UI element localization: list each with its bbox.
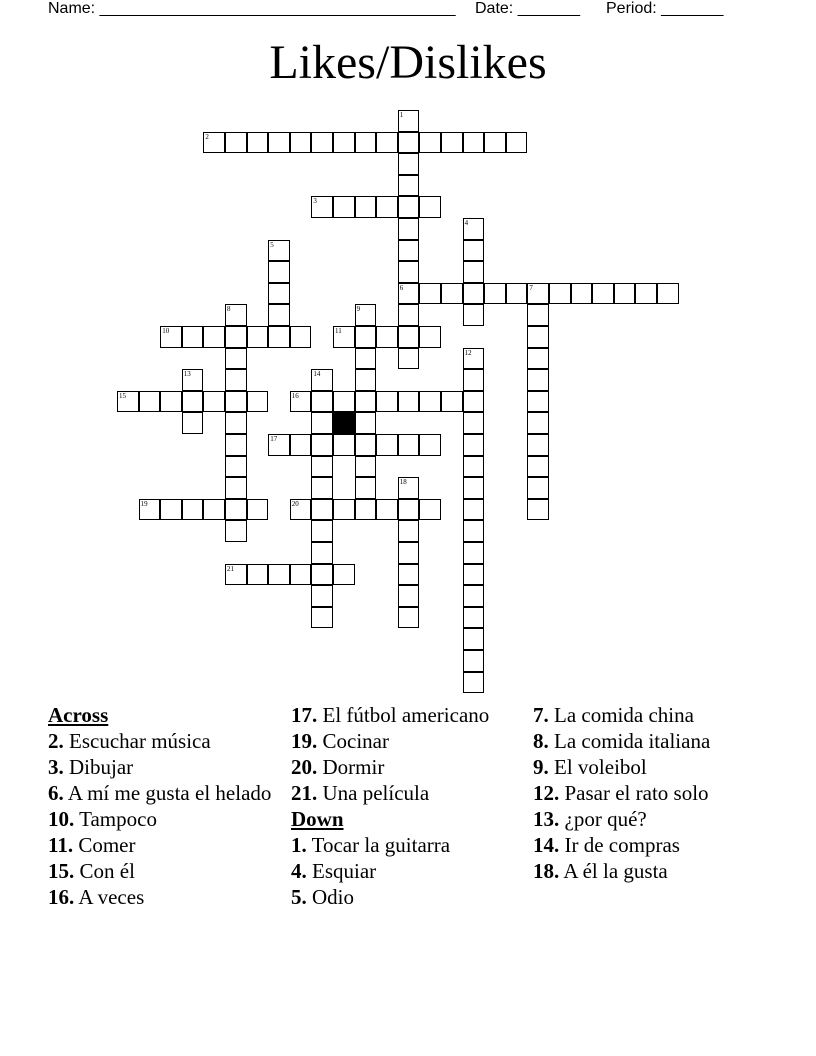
crossword-cell[interactable]: [355, 196, 377, 218]
crossword-cell[interactable]: [355, 434, 377, 456]
crossword-cell[interactable]: [463, 585, 485, 607]
crossword-cell[interactable]: [527, 434, 549, 456]
clue-item: [48, 729, 283, 754]
clue-number: 4.: [291, 859, 307, 883]
crossword-cell[interactable]: [463, 564, 485, 586]
crossword-cell[interactable]: [355, 304, 377, 326]
cell-number: 7: [529, 283, 533, 292]
crossword-cell[interactable]: [398, 132, 420, 154]
crossword-cell[interactable]: [527, 283, 549, 305]
crossword-cell[interactable]: [160, 326, 182, 348]
crossword-cell[interactable]: [225, 456, 247, 478]
crossword-cell[interactable]: [311, 456, 333, 478]
black-cell: [333, 412, 355, 434]
crossword-cell[interactable]: [333, 564, 355, 586]
cell-number: 14: [313, 370, 321, 379]
clue-text: La comida italiana: [554, 729, 711, 753]
clue-item: [291, 859, 526, 884]
crossword-cell[interactable]: [311, 564, 333, 586]
crossword-cell[interactable]: [463, 456, 485, 478]
crossword-cell[interactable]: [376, 391, 398, 413]
crossword-cell[interactable]: [311, 196, 333, 218]
crossword-cell[interactable]: [657, 283, 679, 305]
cell-number: 21: [227, 564, 234, 573]
crossword-cell[interactable]: [225, 348, 247, 370]
crossword-cell[interactable]: [268, 304, 290, 326]
crossword-cell[interactable]: [203, 391, 225, 413]
crossword-cell[interactable]: [463, 369, 485, 391]
crossword-cell[interactable]: [398, 348, 420, 370]
crossword-cell[interactable]: [268, 132, 290, 154]
clue-text: Con él: [79, 859, 135, 883]
down-clue-list-cont: [533, 703, 773, 884]
crossword-cell[interactable]: [247, 326, 269, 348]
clue-text: Esquiar: [312, 859, 377, 883]
crossword-cell[interactable]: [182, 326, 204, 348]
crossword-cell[interactable]: [398, 564, 420, 586]
crossword-cell[interactable]: [290, 132, 312, 154]
crossword-cell[interactable]: [333, 132, 355, 154]
cell-number: 10: [162, 327, 170, 335]
crossword-cell[interactable]: [376, 326, 398, 348]
name-field[interactable]: Name: ________________________________________: [48, 0, 456, 17]
clue-number: 11.: [48, 833, 74, 857]
crossword-cell[interactable]: [419, 283, 441, 305]
cell-number: 16: [291, 391, 299, 400]
clue-number: 9.: [533, 755, 549, 779]
clue-text: A él la gusta: [563, 859, 668, 883]
clue-item: [48, 833, 283, 858]
cell-number: 3: [313, 197, 317, 206]
cell-number: 6: [399, 283, 404, 292]
clue-text: Pasar el rato solo: [564, 781, 709, 805]
crossword-cell[interactable]: [182, 369, 204, 391]
clue-number: 13.: [533, 807, 560, 831]
cell-number: 13: [183, 370, 191, 379]
cell-number: 20: [291, 499, 299, 508]
clue-text: Dibujar: [69, 755, 134, 779]
crossword-cell[interactable]: [355, 369, 377, 391]
clue-number: 21.: [291, 781, 318, 805]
cell-number: 15: [119, 391, 126, 400]
crossword-cell[interactable]: [225, 477, 247, 499]
clue-number: 20.: [291, 755, 318, 779]
crossword-cell[interactable]: [463, 650, 485, 672]
crossword-cell[interactable]: [355, 391, 377, 413]
crossword-cell[interactable]: [290, 391, 312, 413]
crossword-cell[interactable]: [398, 499, 420, 521]
clue-text: Ir de compras: [564, 833, 680, 857]
crossword-cell[interactable]: [635, 283, 657, 305]
crossword-cell[interactable]: [527, 391, 549, 413]
crossword-cell[interactable]: [247, 391, 269, 413]
clue-text: La comida china: [554, 703, 694, 727]
crossword-cell[interactable]: [463, 132, 485, 154]
crossword-cell[interactable]: [463, 434, 485, 456]
crossword-cell[interactable]: [225, 326, 247, 348]
cell-number: 8: [227, 305, 231, 314]
crossword-cell[interactable]: [203, 499, 225, 521]
crossword-cell[interactable]: [398, 283, 420, 305]
crossword-cell[interactable]: [311, 412, 333, 434]
across-clue-list-cont: [291, 703, 526, 806]
clue-text: Comer: [78, 833, 136, 857]
clue-number: 5.: [291, 885, 307, 909]
crossword-cell[interactable]: [463, 520, 485, 542]
crossword-cell[interactable]: [311, 434, 333, 456]
crossword-cell[interactable]: [376, 499, 398, 521]
crossword-cell[interactable]: [311, 369, 333, 391]
crossword-cell[interactable]: [463, 499, 485, 521]
crossword-cell[interactable]: [527, 304, 549, 326]
crossword-cell[interactable]: [441, 391, 463, 413]
clue-item: [291, 833, 526, 858]
crossword-cell[interactable]: [333, 391, 355, 413]
crossword-cell[interactable]: [311, 520, 333, 542]
crossword-cell[interactable]: [225, 499, 247, 521]
clue-text: Dormir: [322, 755, 385, 779]
crossword-cell[interactable]: [571, 283, 593, 305]
clue-number: 8.: [533, 729, 549, 753]
crossword-cell[interactable]: [527, 456, 549, 478]
crossword-cell[interactable]: [225, 304, 247, 326]
crossword-cell[interactable]: [592, 283, 614, 305]
crossword-cell[interactable]: [398, 175, 420, 197]
crossword-cell[interactable]: [290, 499, 312, 521]
crossword-cell[interactable]: [398, 585, 420, 607]
crossword-cell[interactable]: [527, 326, 549, 348]
crossword-cell[interactable]: [419, 132, 441, 154]
crossword-cell[interactable]: [225, 391, 247, 413]
clue-text: Tocar la guitarra: [311, 833, 451, 857]
crossword-cell[interactable]: [419, 391, 441, 413]
crossword-cell[interactable]: [160, 499, 182, 521]
crossword-cell[interactable]: [463, 304, 485, 326]
crossword-cell[interactable]: [398, 218, 420, 240]
crossword-cell[interactable]: [225, 412, 247, 434]
crossword-cell[interactable]: [203, 326, 225, 348]
crossword-cell[interactable]: [268, 326, 290, 348]
crossword-cell[interactable]: [355, 456, 377, 478]
clue-text: El voleibol: [554, 755, 647, 779]
crossword-cell[interactable]: [182, 412, 204, 434]
crossword-cell[interactable]: [333, 434, 355, 456]
crossword-cell[interactable]: [527, 499, 549, 521]
crossword-cell[interactable]: [398, 261, 420, 283]
crossword-cell[interactable]: [247, 132, 269, 154]
crossword-cell[interactable]: [225, 564, 247, 586]
crossword-cell[interactable]: [419, 326, 441, 348]
clue-text: A mí me gusta el helado: [67, 781, 272, 805]
clue-number: 12.: [533, 781, 560, 805]
crossword-cell[interactable]: [398, 153, 420, 175]
clue-text: Tampoco: [79, 807, 157, 831]
crossword-cell[interactable]: [527, 412, 549, 434]
clue-number: 16.: [48, 885, 75, 909]
cell-number: 11: [335, 327, 342, 335]
crossword-cell[interactable]: [117, 391, 139, 413]
clue-item: [291, 729, 526, 754]
crossword-cell[interactable]: [398, 304, 420, 326]
crossword-cell[interactable]: [419, 196, 441, 218]
crossword-cell[interactable]: [333, 326, 355, 348]
crossword-cell[interactable]: [355, 499, 377, 521]
crossword-cell[interactable]: [268, 564, 290, 586]
period-field[interactable]: Period: _______: [606, 0, 724, 17]
clue-text: A veces: [78, 885, 145, 909]
crossword-cell[interactable]: [463, 628, 485, 650]
crossword-cell[interactable]: [463, 542, 485, 564]
down-clue-list: [291, 833, 526, 910]
cell-number: 9: [356, 305, 361, 314]
clue-number: 15.: [48, 859, 75, 883]
crossword-cell[interactable]: [398, 477, 420, 499]
crossword-cell[interactable]: [484, 283, 506, 305]
crossword-cell[interactable]: [160, 391, 182, 413]
crossword-cell[interactable]: [311, 132, 333, 154]
crossword-cell[interactable]: [139, 391, 161, 413]
crossword-cell[interactable]: [463, 283, 485, 305]
clue-number: 7.: [533, 703, 549, 727]
crossword-cell[interactable]: [463, 348, 485, 370]
clue-text: ¿por qué?: [564, 807, 647, 831]
crossword-cell[interactable]: [268, 261, 290, 283]
crossword-cell[interactable]: [463, 672, 485, 694]
crossword-cell[interactable]: [398, 391, 420, 413]
clue-text: El fútbol americano: [322, 703, 490, 727]
crossword-cell[interactable]: [527, 348, 549, 370]
crossword-cell[interactable]: [355, 132, 377, 154]
crossword-cell[interactable]: [333, 499, 355, 521]
crossword-cell[interactable]: [527, 369, 549, 391]
crossword-cell[interactable]: [398, 196, 420, 218]
page-title: Likes/Dislikes: [269, 36, 547, 89]
crossword-cell[interactable]: [182, 499, 204, 521]
clue-text: Cocinar: [322, 729, 389, 753]
clue-number: 19.: [291, 729, 318, 753]
clue-item: [533, 859, 773, 884]
crossword-cell[interactable]: [398, 607, 420, 629]
crossword-cell[interactable]: [139, 499, 161, 521]
crossword-cell[interactable]: [290, 564, 312, 586]
clues-column-2: [291, 703, 526, 911]
date-field[interactable]: Date: _______: [475, 0, 580, 17]
clue-number: 6.: [48, 781, 64, 805]
across-clue-list: [48, 729, 283, 910]
crossword-cell[interactable]: [441, 132, 463, 154]
clue-item: [291, 703, 526, 728]
clue-item: [48, 755, 283, 780]
crossword-cell[interactable]: [376, 132, 398, 154]
crossword-cell[interactable]: [463, 607, 485, 629]
crossword-cell[interactable]: [311, 391, 333, 413]
cell-number: 19: [140, 499, 148, 508]
crossword-cell[interactable]: [268, 240, 290, 262]
crossword-cell[interactable]: [355, 326, 377, 348]
crossword-cell[interactable]: [398, 520, 420, 542]
clue-text: Escuchar música: [69, 729, 211, 753]
crossword-cell[interactable]: [506, 283, 528, 305]
crossword-cell[interactable]: [527, 477, 549, 499]
clue-number: 2.: [48, 729, 64, 753]
crossword-cell[interactable]: [268, 434, 290, 456]
clue-item: [533, 755, 773, 780]
clue-item: [48, 859, 283, 884]
clue-item: [533, 729, 773, 754]
clue-number: 17.: [291, 703, 318, 727]
crossword-cell[interactable]: [182, 391, 204, 413]
crossword-cell[interactable]: [311, 542, 333, 564]
crossword-cell[interactable]: [290, 434, 312, 456]
clue-item: [291, 755, 526, 780]
cell-number: 18: [399, 478, 407, 487]
crossword-cell[interactable]: [290, 326, 312, 348]
clue-item: [291, 781, 526, 806]
crossword-cell[interactable]: [225, 434, 247, 456]
crossword-cell[interactable]: [311, 607, 333, 629]
clue-item: [48, 781, 283, 806]
crossword-cell[interactable]: [225, 520, 247, 542]
clue-item: [291, 885, 526, 910]
crossword-cell[interactable]: [376, 196, 398, 218]
crossword-cell[interactable]: [463, 391, 485, 413]
crossword-cell[interactable]: [484, 132, 506, 154]
crossword-cell[interactable]: [398, 434, 420, 456]
crossword-cell[interactable]: [419, 434, 441, 456]
cell-number: 4: [464, 219, 469, 227]
crossword-cell[interactable]: [463, 261, 485, 283]
crossword-cell[interactable]: [355, 412, 377, 434]
crossword-cell[interactable]: [398, 326, 420, 348]
clue-item: [48, 885, 283, 910]
down-heading: Down: [291, 807, 344, 831]
crossword-cell[interactable]: [311, 477, 333, 499]
clues-column-1: [48, 703, 283, 911]
crossword-cell[interactable]: [225, 132, 247, 154]
clue-item: [533, 833, 773, 858]
clue-number: 10.: [48, 807, 75, 831]
cell-number: 2: [205, 132, 209, 141]
crossword-cell[interactable]: [203, 132, 225, 154]
crossword-cell[interactable]: [311, 499, 333, 521]
crossword-cell[interactable]: [506, 132, 528, 154]
crossword-cell[interactable]: [398, 542, 420, 564]
crossword-cell[interactable]: [333, 196, 355, 218]
crossword-cell[interactable]: [463, 477, 485, 499]
crossword-cell[interactable]: [355, 348, 377, 370]
crossword-cell[interactable]: [225, 369, 247, 391]
crossword-cell[interactable]: [247, 499, 269, 521]
crossword-cell[interactable]: [376, 434, 398, 456]
crossword-cell[interactable]: [311, 585, 333, 607]
clue-text: Una película: [322, 781, 430, 805]
crossword-cell[interactable]: [549, 283, 571, 305]
crossword-cell[interactable]: [441, 283, 463, 305]
crossword-cell[interactable]: [398, 110, 420, 132]
clue-item: [533, 807, 773, 832]
cell-number: 17: [270, 435, 278, 443]
crossword-cell[interactable]: [247, 564, 269, 586]
cell-number: 1: [399, 111, 404, 119]
crossword-cell[interactable]: [268, 283, 290, 305]
across-heading: Across: [48, 703, 109, 727]
crossword-cell[interactable]: [463, 240, 485, 262]
crossword-cell[interactable]: [355, 477, 377, 499]
clue-number: 14.: [533, 833, 560, 857]
clue-number: 18.: [533, 859, 560, 883]
clue-number: 1.: [291, 833, 307, 857]
clue-item: [533, 781, 773, 806]
clues-column-3: [533, 703, 773, 885]
crossword-cell[interactable]: [419, 499, 441, 521]
clue-number: 3.: [48, 755, 64, 779]
clue-item: [48, 807, 283, 832]
crossword-cell[interactable]: [463, 412, 485, 434]
crossword-cell[interactable]: [614, 283, 636, 305]
clue-item: [533, 703, 773, 728]
cell-number: 5: [270, 240, 274, 249]
crossword-cell[interactable]: [398, 240, 420, 262]
crossword-cell[interactable]: [463, 218, 485, 240]
clue-text: Odio: [312, 885, 354, 909]
cell-number: 12: [464, 348, 472, 357]
